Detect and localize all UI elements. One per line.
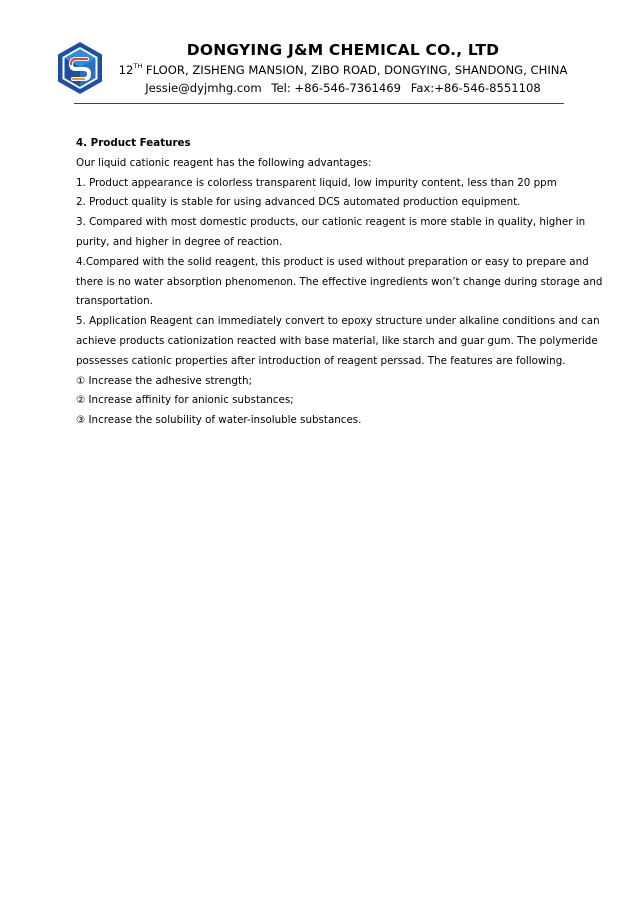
paragraph-line: 3. Compared with most domestic products, our cationic reagent is more stable in quality, higher in (76, 216, 586, 229)
contact-email: Jessie@dyjmhg.com (145, 81, 262, 95)
contact-tel: Tel: +86-546-7361469 (271, 81, 402, 95)
company-logo (56, 41, 104, 95)
header-divider (74, 103, 564, 104)
paragraph-line: 1. Product appearance is colorless transparent liquid, low impurity content, less than 20 ppm (76, 176, 557, 189)
paragraph-line: achieve products cationization reacted with base material, like starch and guar gum. The polymeride (76, 334, 598, 347)
list-item: ③ Increase the solubility of water-insoluble substances. (76, 414, 362, 427)
company-contact (110, 81, 576, 95)
hexagon-s-logo-icon (56, 41, 104, 95)
paragraph-line: 5. Application Reagent can immediately convert to epoxy structure under alkaline conditions and can (76, 315, 600, 328)
paragraph-line: transportation. (76, 295, 153, 308)
product-features-section (76, 134, 603, 431)
paragraph-line: 2. Product quality is stable for using advanced DCS automated production equipment. (76, 196, 521, 209)
list-item: ② Increase affinity for anionic substances; (76, 394, 294, 407)
paragraph-line: purity, and higher in degree of reaction. (76, 235, 283, 248)
company-address (110, 63, 576, 77)
address-floor-suffix: TH (133, 62, 143, 71)
list-item: ① Increase the adhesive strength; (76, 374, 252, 387)
contact-fax: Fax:+86-546-8551108 (410, 81, 541, 95)
address-text: FLOOR, ZISHENG MANSION, ZIBO ROAD, DONGYING, SHANDONG, CHINA (142, 63, 568, 77)
section-title: 4. Product Features (76, 137, 191, 149)
paragraph-line: there is no water absorption phenomenon. The effective ingredients won’t change during storage and (76, 275, 603, 288)
paragraph-line: 4.Compared with the solid reagent, this product is used without preparation or easy to prepare and (76, 255, 589, 268)
address-floor-number: 12 (118, 63, 134, 77)
company-name: DONGYING J&M CHEMICAL CO., LTD (186, 41, 500, 59)
paragraph-line: possesses cationic properties after introduction of reagent perssad. The features are following. (76, 354, 566, 367)
paragraph-line: Our liquid cationic reagent has the following advantages: (76, 156, 372, 169)
